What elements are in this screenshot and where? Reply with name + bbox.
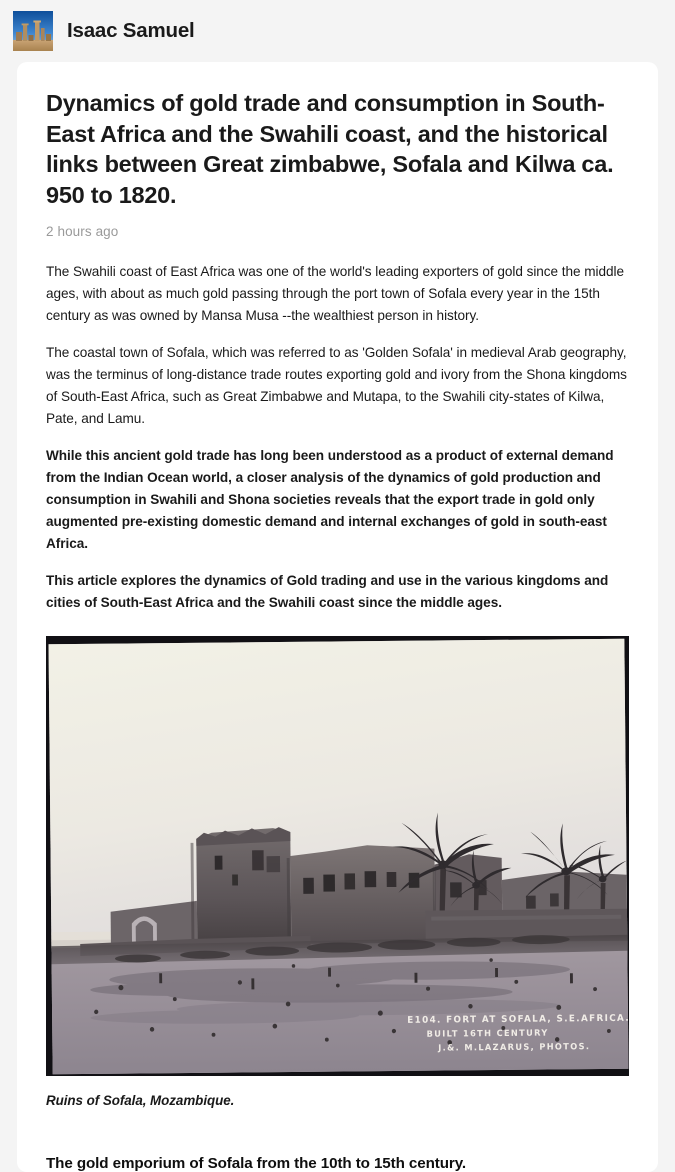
photograph-fort-sofala [49,639,629,1075]
site-header [0,0,675,62]
figure-caption: Ruins of Sofala, Mozambique. [46,1093,235,1109]
post-card [17,62,658,1172]
post-paragraph: The Swahili coast of East Africa was one of the world's leading exporters of gold since the middle ages, with about as much gold passing through the port town of Sofala every year in the 15th century as was owned by Mansa Musa --the wealthiest person in history. [46,264,625,324]
post-paragraph: While this ancient gold trade has long been understood as a product of external demand from the Indian Ocean world, a closer analysis of the dynamics of gold production and consumption in Swahili and Shona societies reveals that the export trade in gold only augmented pre-existing domestic demand and internal exchanges of gold in south-east Africa. [46,448,614,552]
photo-inscription-line-2: BUILT 16TH CENTURY [426,1027,549,1040]
publication-name[interactable]: Isaac Samuel [67,18,195,42]
post-timestamp: 2 hours ago [46,224,119,240]
section-heading: The gold emporium of Sofala from the 10th to 15th century. [46,1155,467,1172]
post-paragraph: This article explores the dynamics of Gold trading and use in the various kingdoms and cities of South-East Africa and the Swahili coast since the middle ages. [46,573,609,611]
photo-artwork [49,639,629,1075]
page-title: Dynamics of gold trade and consumption in South-East Africa and the Swahili coast, and the historical links between Great zimbabwe, Sofala and Kilwa ca. 950 to 1820. [46,90,614,208]
photo-inscription-line-1: E104. FORT AT SOFALA, S.E.AFRICA. [407,1014,631,1027]
avatar-image [13,11,53,51]
article-figure [46,636,629,1108]
avatar[interactable] [13,11,53,51]
photo-frame[interactable] [46,636,629,1076]
post-body [46,261,629,614]
photo-inscription-line-3: J.&. M.LAZARUS, PHOTOS. [438,1041,591,1054]
post-paragraph: The coastal town of Sofala, which was referred to as 'Golden Sofala' in medieval Arab geography, was the terminus of long-distance trade routes exporting gold and ivory from the Shona kingdoms of South-East Africa, such as Great Zimbabwe and Mutapa, to the Swahili city-states of Kilwa, Pate, and Lamu. [46,345,627,427]
